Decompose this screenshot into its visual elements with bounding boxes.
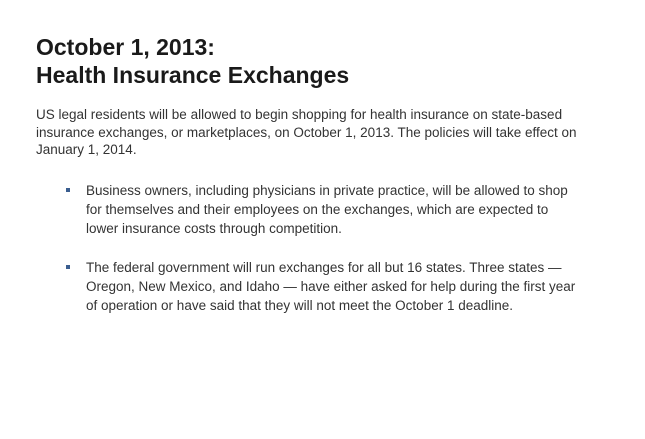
intro-line: US legal residents will be allowed to begin shopping for health insurance on state-based	[36, 107, 563, 122]
bullet-line: for themselves and their employees on the exchanges, which are expected to	[86, 202, 549, 217]
intro-line: January 1, 2014.	[36, 142, 137, 157]
slide-title	[36, 33, 349, 89]
square-bullet-icon	[66, 265, 70, 269]
bullet-line: Business owners, including physicians in private practice, will be allowed to shop	[86, 183, 568, 198]
intro-line: insurance exchanges, or marketplaces, on October 1, 2013. The policies will take effect on	[36, 124, 577, 140]
bullet-text	[86, 258, 575, 315]
bullet-text	[86, 181, 568, 238]
bullet-line: of operation or have said that they will not meet the October 1 deadline.	[86, 298, 514, 313]
bullet-line: lower insurance costs through competition.	[86, 221, 342, 236]
intro-paragraph	[36, 106, 626, 159]
slide-title-line: Health Insurance Exchanges	[36, 62, 350, 88]
slide-title-line: October 1, 2013:	[36, 34, 215, 60]
bullet-line: The federal government will run exchanges for all but 16 states. Three states —	[86, 260, 562, 275]
square-bullet-icon	[66, 188, 70, 192]
bullet-line: Oregon, New Mexico, and Idaho — have either asked for help during the first year	[86, 279, 576, 294]
